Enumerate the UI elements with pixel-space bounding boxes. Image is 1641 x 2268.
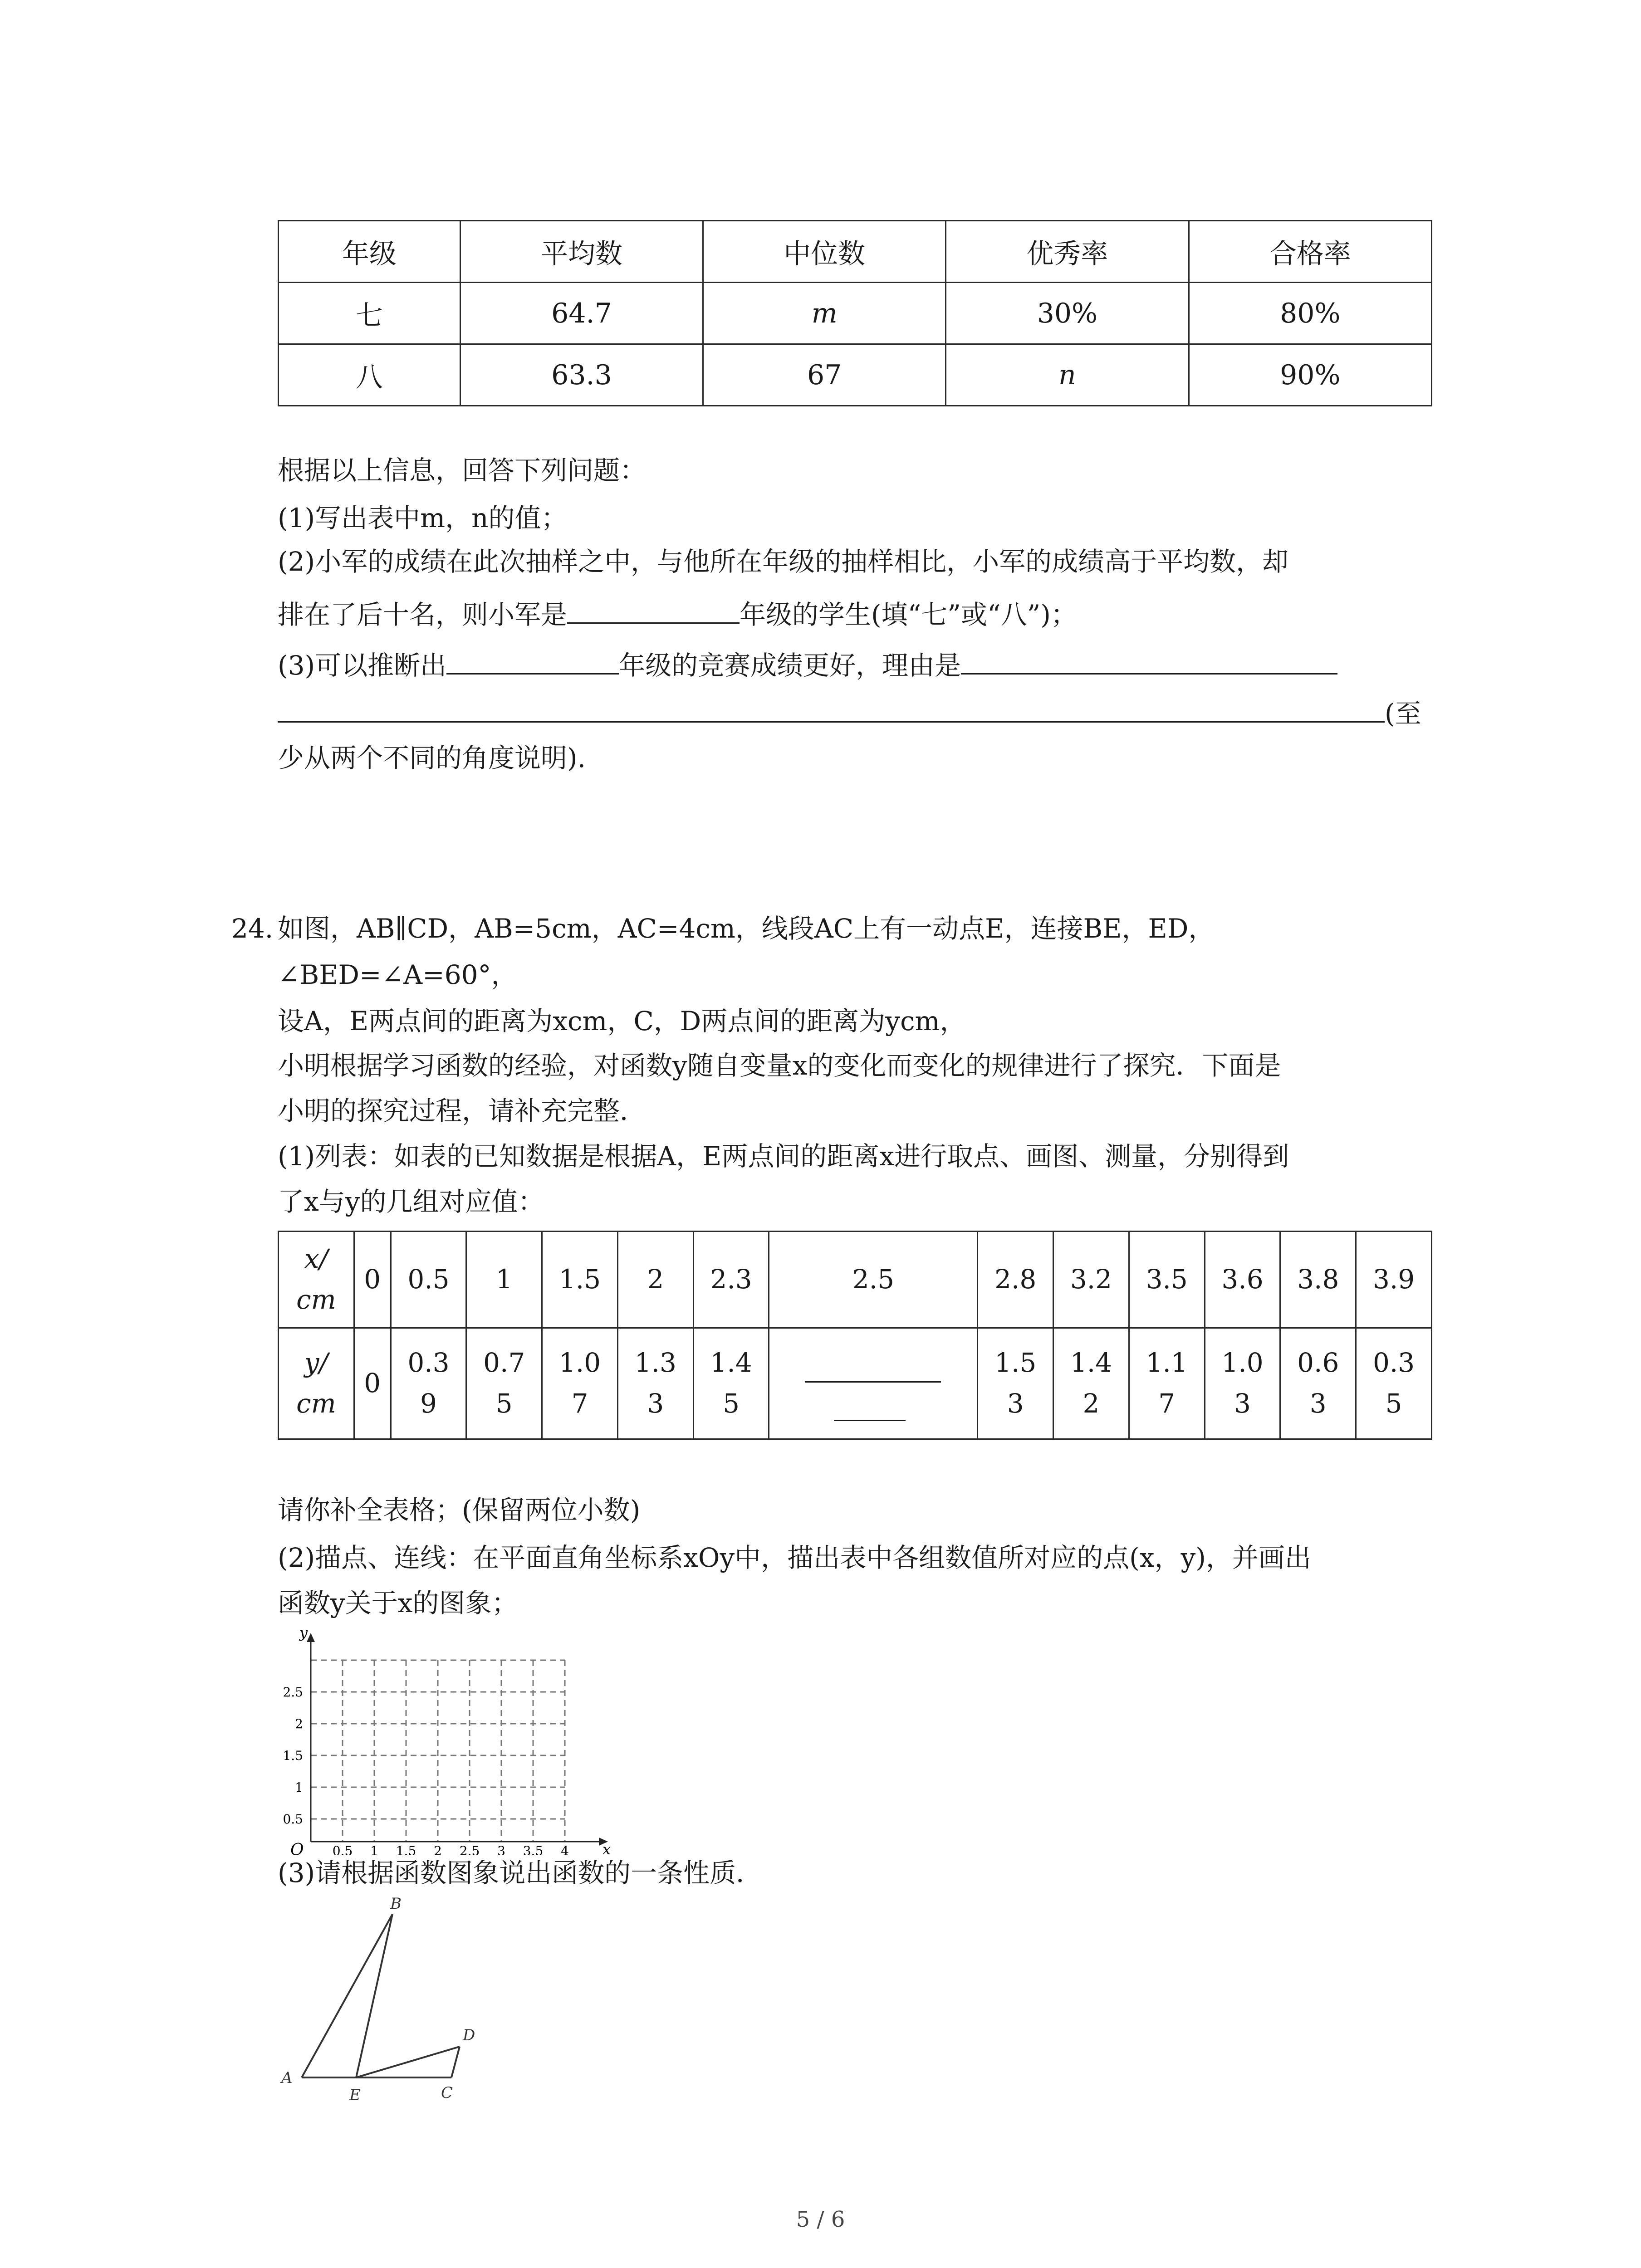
x-cell: 1	[466, 1232, 542, 1328]
y-value: 7	[571, 1388, 588, 1419]
table-cell: 90%	[1189, 344, 1431, 406]
y-tick-label: 1.5	[283, 1748, 303, 1763]
y-value: 3	[1234, 1388, 1251, 1419]
x-tick-label: 2.5	[459, 1843, 480, 1855]
q24-complete-table: 请你补全表格；(保留两位小数)	[278, 1495, 641, 1525]
table-cell: 八	[279, 344, 460, 406]
y-value: 1.5	[994, 1347, 1037, 1378]
q23-part3-text-a: (3)可以推断出	[278, 650, 447, 681]
q24-part2-line2: 函数y关于x的图象；	[278, 1588, 518, 1618]
y-value: 1.1	[1146, 1347, 1188, 1378]
x-tick-labels	[333, 1843, 569, 1855]
x-cell: 3.9	[1356, 1232, 1432, 1328]
y-cell	[1053, 1328, 1129, 1439]
answer-blank[interactable]	[805, 1381, 941, 1383]
x-tick-label: 1.5	[396, 1843, 416, 1855]
y-value: 3	[1007, 1388, 1024, 1419]
q24-part3: (3)请根据函数图象说出函数的一条性质．	[278, 1857, 763, 1888]
table-cell: 七	[279, 283, 460, 344]
y-label-line: cm	[296, 1388, 336, 1419]
y-value: 1.4	[710, 1347, 752, 1378]
x-tick-label: 3	[497, 1843, 505, 1855]
x-cell: 3.2	[1053, 1232, 1129, 1328]
q24-line4: 小明根据学习函数的经验，对函数y随自变量x的变化而变化的规律进行了探究．下面是	[278, 1050, 1281, 1081]
y-axis-label: y	[299, 1624, 308, 1641]
x-label-line: cm	[296, 1284, 336, 1315]
y-value: 2	[1083, 1388, 1100, 1419]
header-cell: 合格率	[1189, 221, 1431, 283]
y-cell	[978, 1328, 1053, 1439]
y-cell	[466, 1328, 542, 1439]
y-value: 1.0	[558, 1347, 601, 1378]
y-value: 7	[1158, 1388, 1176, 1419]
segment-be	[356, 1914, 392, 2077]
segment-ed	[356, 2047, 460, 2077]
y-tick-label: 1	[295, 1780, 303, 1795]
q24-line1: 如图，AB∥CD，AB=5cm，AC=4cm，线段AC上有一动点E，连接BE，ED，	[278, 913, 1215, 944]
table-header-row	[279, 221, 1432, 283]
q24-line5: 小明的探究过程，请补充完整．	[278, 1095, 647, 1126]
y-value: 3	[1309, 1388, 1327, 1419]
q24-line7: 了x与y的几组对应值：	[278, 1186, 544, 1217]
y-cell	[1129, 1328, 1205, 1439]
y-value: 1.0	[1221, 1347, 1264, 1378]
q23-part2-line2	[278, 596, 1077, 628]
answer-blank[interactable]	[446, 647, 619, 675]
y-value: 0.3	[1372, 1347, 1415, 1378]
x-tick-label: 2	[434, 1843, 442, 1855]
y-cell	[1280, 1328, 1356, 1439]
x-tick-label: 1	[370, 1843, 378, 1855]
y-value: 9	[420, 1388, 437, 1419]
answer-blank[interactable]	[834, 1420, 906, 1421]
x-axis-label: x	[603, 1841, 611, 1855]
header-cell: 年级	[279, 221, 460, 283]
xy-table	[278, 1231, 1432, 1440]
y-tick-label: 2.5	[283, 1685, 303, 1700]
q24-line3: 设A，E两点间的距离为xcm，C，D两点间的距离为ycm，	[278, 1006, 966, 1036]
segment-cd	[451, 2047, 460, 2077]
answer-blanks[interactable]	[769, 1338, 977, 1429]
x-cell: 3.6	[1205, 1232, 1280, 1328]
q24-part2-line1: (2)描点、连线：在平面直角坐标系xOy中，描出表中各组数值所对应的点(x，y)，并画出	[278, 1542, 1311, 1573]
q24-line6: (1)列表：如表的已知数据是根据A，E两点间的距离x进行取点、画图、测量，分别得到	[278, 1141, 1289, 1172]
q23-part3-line2	[278, 695, 1421, 727]
q23-part1: (1)写出表中m，n的值；	[278, 503, 568, 533]
table-cell: 80%	[1189, 283, 1431, 344]
q23-part3-text-b: 年级的竞赛成绩更好，理由是	[619, 650, 961, 681]
geometry-figure	[272, 1896, 499, 2109]
origin-label: O	[290, 1841, 304, 1855]
x-cell: 2	[617, 1232, 693, 1328]
table-cell: 30%	[946, 283, 1189, 344]
page-number: 5 / 6	[796, 2207, 845, 2232]
y-value: 0	[364, 1368, 381, 1399]
statistics-table	[278, 220, 1432, 406]
point-label: E	[349, 2086, 361, 2104]
q23-part3-line1	[278, 647, 1337, 679]
y-value: 5	[495, 1388, 513, 1419]
table-cell: n	[946, 344, 1189, 406]
grid-lines	[311, 1660, 565, 1842]
table-row	[279, 283, 1432, 344]
x-tick-label: 4	[561, 1843, 569, 1855]
y-tick-label: 0.5	[283, 1812, 303, 1827]
y-cell	[617, 1328, 693, 1439]
table-cell: 67	[703, 344, 946, 406]
y-cell	[1205, 1328, 1280, 1439]
point-label: C	[441, 2084, 453, 2102]
y-cell	[693, 1328, 769, 1439]
y-cell	[354, 1328, 391, 1439]
x-cell: 2.3	[693, 1232, 769, 1328]
y-answer-cell[interactable]	[769, 1328, 978, 1439]
x-label-line: x/	[304, 1243, 328, 1275]
segment-ab	[302, 1914, 392, 2077]
q23-part2-text-b: 年级的学生(填“七”或“八”)；	[740, 599, 1077, 630]
point-label: D	[463, 2026, 475, 2044]
x-tick-label: 0.5	[332, 1843, 353, 1855]
x-label-cell	[279, 1232, 354, 1328]
y-label-line: y/	[304, 1347, 328, 1378]
q23-part2-line1: (2)小军的成绩在此次抽样之中，与他所在年级的抽样相比，小军的成绩高于平均数，却	[278, 546, 1289, 577]
y-cell	[391, 1328, 466, 1439]
x-cell: 3.8	[1280, 1232, 1356, 1328]
y-cell	[542, 1328, 618, 1439]
header-cell: 平均数	[460, 221, 703, 283]
y-tick-labels	[283, 1685, 303, 1827]
y-value: 0.3	[407, 1347, 450, 1378]
header-cell: 优秀率	[946, 221, 1189, 283]
x-cell: 0	[354, 1232, 391, 1328]
answer-blank[interactable]	[961, 647, 1337, 675]
y-axis-arrow-icon	[307, 1633, 315, 1642]
answer-blank[interactable]	[278, 695, 1385, 723]
q24-line2: ∠BED=∠A=60°，	[278, 959, 518, 990]
x-row	[279, 1232, 1432, 1328]
y-tick-label: 2	[295, 1716, 303, 1731]
x-tick-label: 3.5	[523, 1843, 544, 1855]
x-cell: 3.5	[1129, 1232, 1205, 1328]
q23-intro: 根据以上信息，回答下列问题：	[278, 455, 647, 486]
q23-part3-line3: 少从两个不同的角度说明).	[278, 743, 586, 773]
table-cell: 63.3	[460, 344, 703, 406]
x-cell: 0.5	[391, 1232, 466, 1328]
y-label-cell	[279, 1328, 354, 1439]
y-value: 0.7	[483, 1347, 525, 1378]
y-cell	[1356, 1328, 1432, 1439]
q23-part3-text-c: (至	[1385, 698, 1421, 729]
answer-blank[interactable]	[567, 596, 740, 624]
table-row	[279, 344, 1432, 406]
y-value: 1.3	[634, 1347, 676, 1378]
point-label: A	[281, 2069, 293, 2087]
q23-part2-text-a: 排在了后十名，则小军是	[278, 599, 568, 630]
y-row	[279, 1328, 1432, 1439]
coordinate-grid[interactable]	[272, 1624, 626, 1855]
x-cell: 2.5	[769, 1232, 978, 1328]
y-value: 3	[647, 1388, 664, 1419]
header-cell: 中位数	[703, 221, 946, 283]
figure-lines	[302, 1914, 460, 2077]
point-labels	[280, 1896, 475, 2104]
x-cell: 1.5	[542, 1232, 618, 1328]
table-cell: 64.7	[460, 283, 703, 344]
x-cell: 2.8	[978, 1232, 1053, 1328]
y-value: 5	[723, 1388, 740, 1419]
y-value: 1.4	[1070, 1347, 1112, 1378]
y-value: 0.6	[1297, 1347, 1339, 1378]
point-label: B	[390, 1896, 402, 1913]
table-cell: m	[703, 283, 946, 344]
question-number: 24.	[231, 913, 274, 944]
y-value: 5	[1385, 1388, 1402, 1419]
